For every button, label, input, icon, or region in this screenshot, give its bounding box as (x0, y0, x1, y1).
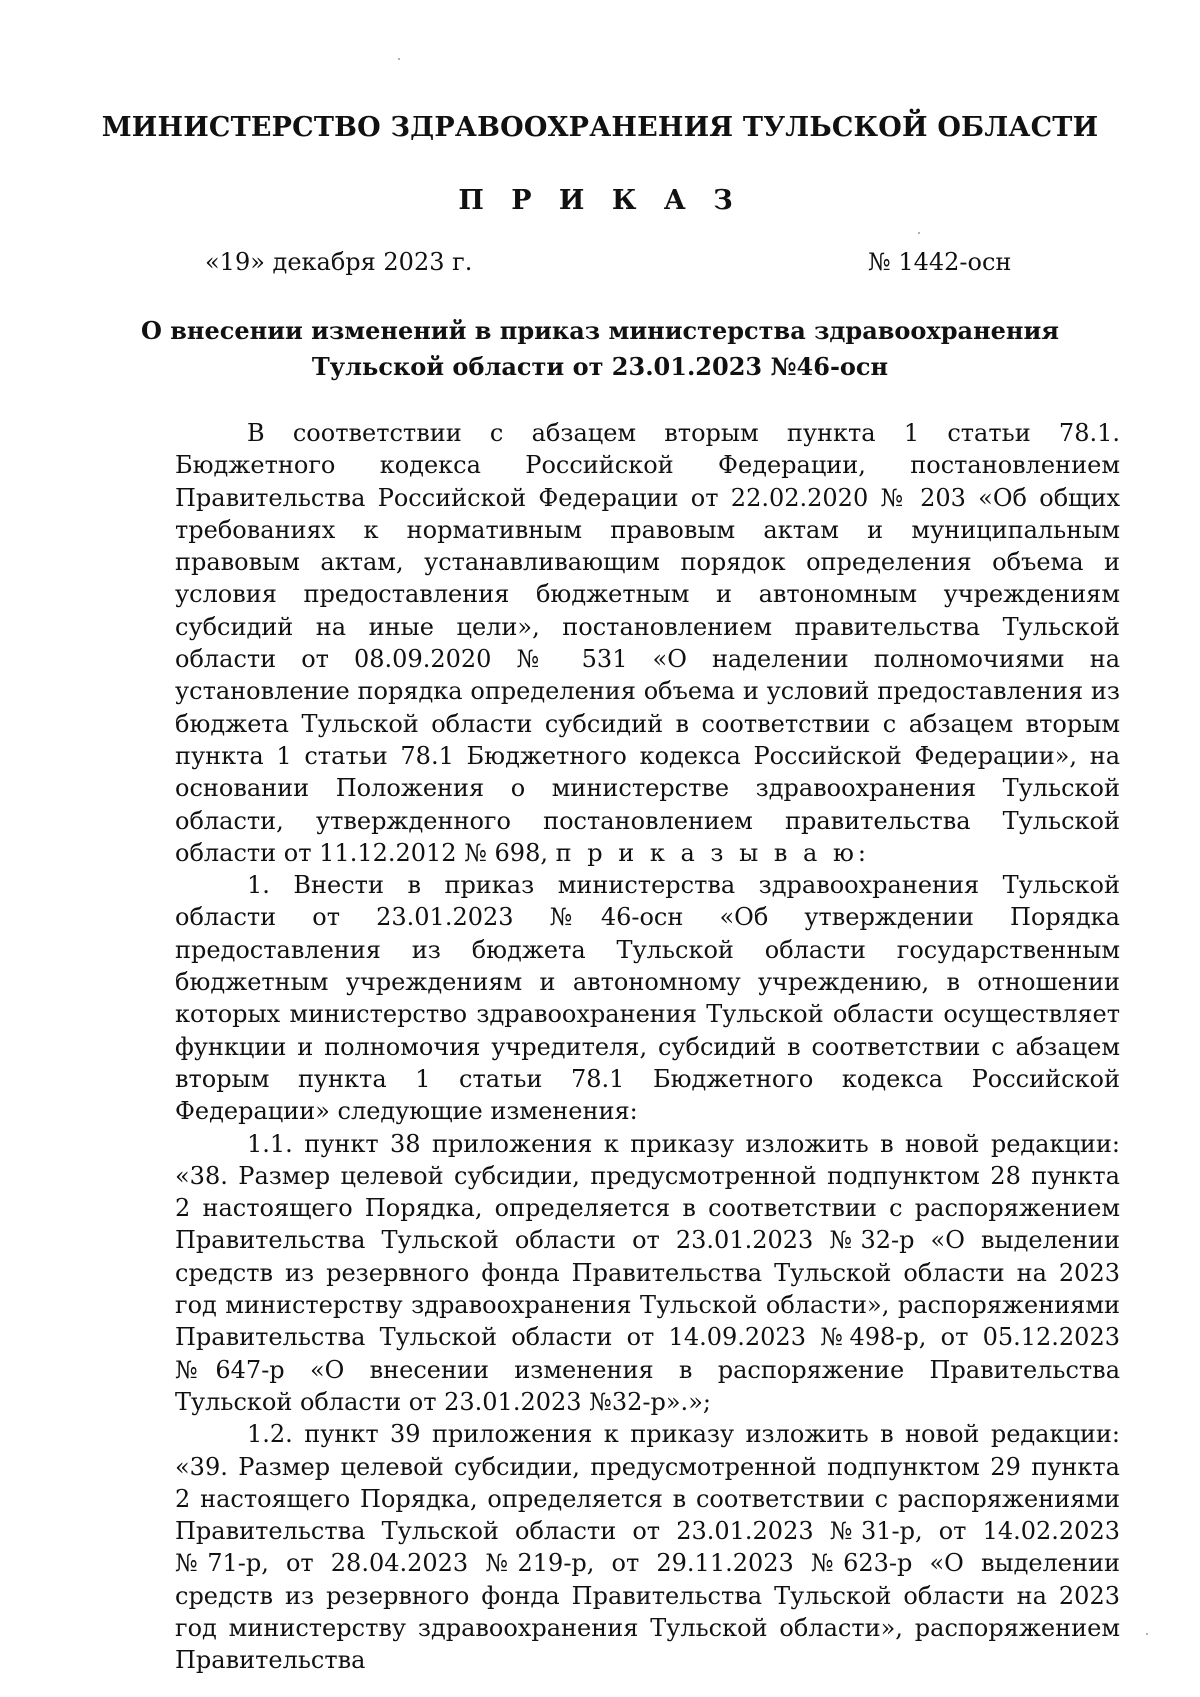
ministry-heading: МИНИСТЕРСТВО ЗДРАВООХРАНЕНИЯ ТУЛЬСКОЙ ОБЛАСТИ (101, 112, 1099, 143)
order-date: «19» декабря 2023 г. (205, 248, 473, 276)
order-number: № 1442-осн (868, 248, 1012, 276)
title-line-2: Тульской области от 23.01.2023 №46-осн (311, 352, 889, 381)
item-1-1-paragraph: 1.1. пункт 38 приложения к приказу изложить в новой редакции: «38. Размер целевой субсидии, предусмотренной подпунктом 28 пункта 2 настоящего Порядка, определяется в соответствии с распоряжением Правительства Тульской области от 23.01.2023 №32-р «О выделении средств из резервного фонда Правительства Тульской области на 2023 год министерству здравоохранения Тульской области», распоряжениями Правительства Тульской области от 14.09.2023 №498-р, от 05.12.2023 №647-р «О внесении изменения в распоряжение Правительства Тульской области от 23.01.2023 №32-р».»; (175, 1129, 1120, 1416)
item-1-paragraph: 1. Внести в приказ министерства здравоохранения Тульской области от 23.01.2023 №46-осн «Об утверждении Порядка предоставления из бюджета Тульской области государственным бюджетным учреждениям и автономному учреждению, в отношении которых министерство здравоохранения Тульской области осуществляет функции и полномочия учредителя, субсидий в соответствии с абзацем вторым пункта 1 статьи 78.1 Бюджетного кодекса Российской Федерации» следующие изменения: (175, 871, 1120, 1126)
scan-speck (1146, 1633, 1148, 1635)
preamble-text: В соответствии с абзацем вторым пункта 1 статьи 78.1. Бюджетного кодекса Российской Федерации, постановлением Правительства Российской Федерации от 22.02.2020 № 203 «Об общих требованиях к нормативным правовым актам и муниципальным правовым актам, устанавливающим порядок определения объема и условия предоставления бюджетным и автономным учреждениям субсидий на иные цели», постановлением правительства Тульской области от 08.09.2020 № 531 «О наделении полномочиями на установление порядка определения объема и условий предоставления из бюджета Тульской области субсидий в соответствии с абзацем вторым пункта 1 статьи 78.1 Бюджетного кодекса Российской Федерации», на основании Положения о министерстве здравоохранения Тульской области, утвержденного постановлением правительства Тульской области от 11.12.2012 № 698, (175, 419, 1120, 867)
item-1-2-paragraph: 1.2. пункт 39 приложения к приказу изложить в новой редакции: «39. Размер целевой субсидии, предусмотренной подпунктом 29 пункта 2 настоящего Порядка, определяется в соответствии с распоряжениями Правительства Тульской области от 23.01.2023 №31-р, от 14.02.2023 №71-р, от 28.04.2023 №219-р, от 29.11.2023 №623-р «О выделении средств из резервного фонда Правительства Тульской области на 2023 год министерству здравоохранения Тульской области», распоряжением Правительства (175, 1420, 1120, 1675)
order-word: п р и к а з ы в а ю: (555, 838, 870, 867)
order-body (175, 417, 1120, 1677)
title-line-1: О внесении изменений в приказ министерства здравоохранения (140, 316, 1060, 345)
scan-speck (918, 232, 920, 234)
preamble-paragraph (175, 417, 1120, 869)
scan-speck (398, 58, 400, 60)
order-title (0, 313, 1200, 385)
document-type: П Р И К А З (458, 185, 742, 216)
